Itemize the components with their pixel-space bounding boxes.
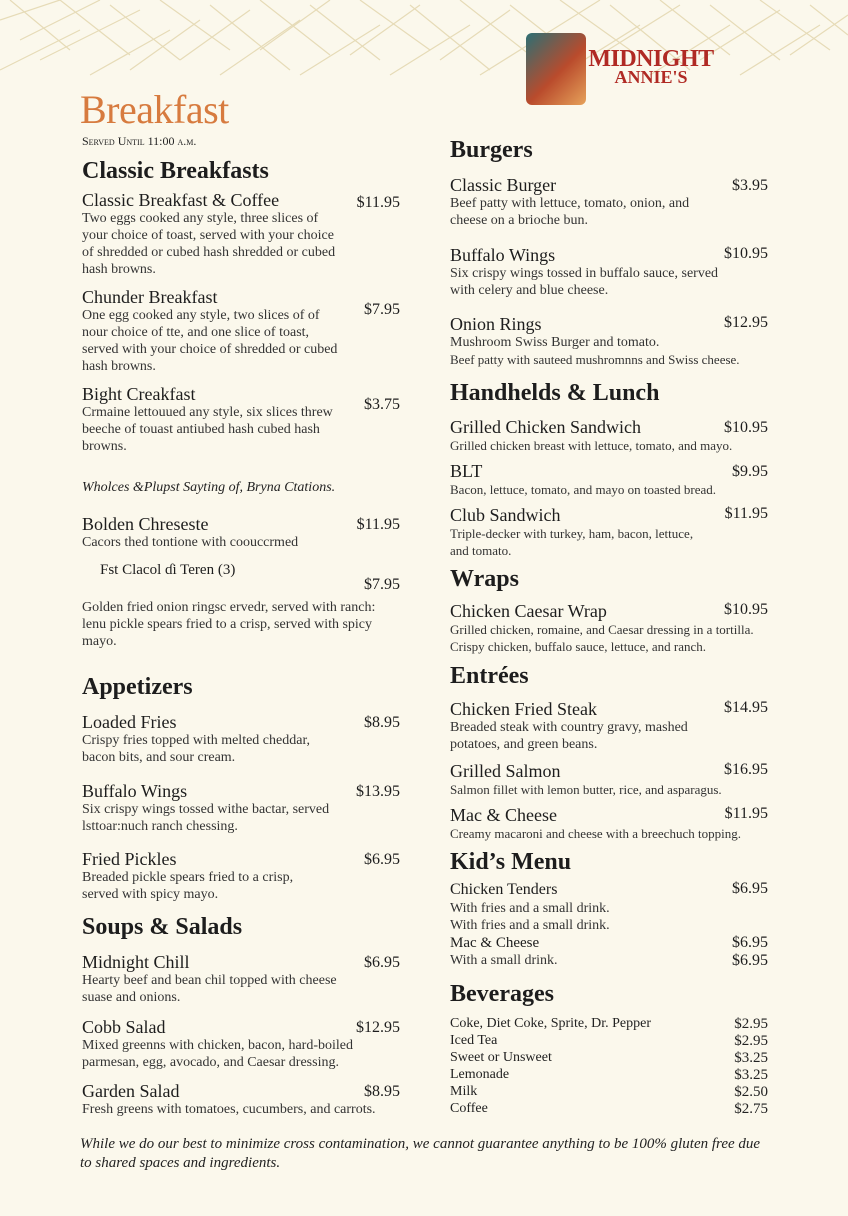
- item-price: $11.95: [724, 805, 768, 822]
- menu-note: Wholces &Plupst Sayting of, Bryna Ctations.: [82, 480, 336, 495]
- menu-item: [450, 314, 768, 368]
- item-price: $7.95: [364, 576, 400, 593]
- item-description: Two eggs cooked any style, three slices of your choice of toast, served with your choice of shredded or cubed hash shredded or cubed hash browns.: [82, 211, 336, 277]
- item-description: Beef patty with sauteed mushromnns and Swiss cheese.: [450, 352, 740, 367]
- menu-item: [82, 384, 400, 455]
- menu-item: [82, 287, 400, 375]
- item-description: Crispy fries topped with melted cheddar, bacon bits, and sour cream.: [82, 733, 311, 765]
- menu-item: [82, 1017, 400, 1071]
- item-price: $12.95: [724, 314, 768, 331]
- item-description: Beef patty with lettuce, tomato, onion, and cheese on a brioche bun.: [450, 196, 690, 228]
- kids-menu-block: [450, 880, 768, 969]
- item-price: $10.95: [724, 601, 768, 618]
- item-name: Buffalo Wings: [450, 245, 556, 265]
- menu-item: [450, 699, 768, 753]
- menu-item: [450, 601, 768, 655]
- item-price: $9.95: [732, 463, 768, 480]
- section-heading-beverages: Beverages: [450, 981, 554, 1007]
- item-description: Grilled chicken breast with lettuce, tomato, and mayo.: [450, 438, 733, 453]
- item-price: $12.95: [356, 1019, 400, 1036]
- item-description: Crmaine lettouued any style, six slices threw beeche of touast antiubed hash cubed hash browns.: [82, 405, 333, 454]
- beverage-row: [450, 1050, 768, 1067]
- menu-item: [82, 781, 400, 835]
- item-name: Buffalo Wings: [82, 781, 188, 801]
- item-price: $11.95: [356, 194, 400, 211]
- item-name: Chicken Caesar Wrap: [450, 601, 607, 621]
- item-name: Loaded Fries: [82, 712, 177, 732]
- item-description: Breaded steak with country gravy, mashed potatoes, and green beans.: [450, 720, 688, 752]
- beverage-price: $2.75: [734, 1101, 768, 1117]
- item-description: With fries and a small drink.: [450, 901, 610, 916]
- item-description: One egg cooked any style, two slices of of nour choice of tte, and one slice of toast, served with your choice of shredded or cubed hash browns.: [82, 308, 338, 374]
- item-description: Mixed greenns with chicken, bacon, hard-boiled parmesan, egg, avocado, and Caesar dressing.: [82, 1038, 353, 1070]
- section-heading-appetizers: Appetizers: [82, 674, 193, 700]
- logo-text: [586, 46, 716, 87]
- item-name: Chunder Breakfast: [82, 287, 218, 307]
- beverage-row: [450, 1016, 768, 1033]
- item-price: $8.95: [364, 714, 400, 731]
- item-price: $10.95: [724, 245, 768, 262]
- item-price: $6.95: [732, 934, 768, 951]
- item-price: $7.95: [364, 301, 400, 318]
- beverage-row: [450, 1033, 768, 1050]
- menu-item: [82, 1081, 400, 1118]
- item-description: Six crispy wings tossed in buffalo sauce, served with celery and blue cheese.: [450, 266, 719, 298]
- page-title: Breakfast: [80, 87, 229, 132]
- logo-line-2: ANNIE'S: [614, 67, 688, 87]
- menu-item: [82, 849, 400, 903]
- menu-item: [82, 560, 400, 650]
- section-heading-wraps: Wraps: [450, 566, 519, 592]
- menu-item: [450, 245, 768, 299]
- mermaid-logo-image: [526, 33, 586, 105]
- beverage-name: Milk: [450, 1084, 478, 1099]
- beverage-name: Lemonade: [450, 1067, 510, 1082]
- menu-item: [82, 190, 400, 278]
- section-heading-burgers: Burgers: [450, 137, 533, 163]
- beverage-name: Coffee: [450, 1101, 488, 1116]
- menu-item: [450, 417, 768, 454]
- section-heading-kids: Kid’s Menu: [450, 849, 572, 875]
- item-name: Bight Creakfast: [82, 384, 196, 404]
- item-price: $11.95: [356, 516, 400, 533]
- logo-line-1: MIDNIGHT: [588, 46, 714, 72]
- item-name: Chicken Tenders: [450, 881, 558, 898]
- item-name: Cobb Salad: [82, 1017, 166, 1037]
- menu-item: [82, 952, 400, 1006]
- item-price: $8.95: [364, 1083, 400, 1100]
- section-heading-handhelds: Handhelds & Lunch: [450, 380, 660, 406]
- item-name: Club Sandwich: [450, 505, 561, 525]
- beverage-row: [450, 1084, 768, 1101]
- beverage-name: Iced Tea: [450, 1033, 498, 1048]
- beverage-row: [450, 1067, 768, 1084]
- item-name: Midnight Chill: [82, 952, 190, 972]
- item-description: Breaded pickle spears fried to a crisp, served with spicy mayo.: [82, 870, 294, 902]
- item-name: Mac & Cheese: [450, 805, 557, 825]
- beverage-name: Sweet or Unsweet: [450, 1050, 552, 1065]
- menu-item: [450, 761, 768, 798]
- item-name: Garden Salad: [82, 1081, 180, 1101]
- item-price: $3.75: [364, 396, 400, 413]
- item-price: $3.95: [732, 177, 768, 194]
- item-price: $14.95: [724, 699, 768, 716]
- beverages-list: [450, 1016, 768, 1126]
- item-description: Triple-decker with turkey, ham, bacon, lettuce, and tomato.: [450, 526, 694, 558]
- beverage-row: [450, 1101, 768, 1118]
- item-price: $6.95: [364, 954, 400, 971]
- menu-item: [82, 514, 400, 551]
- item-price: $6.95: [732, 880, 768, 897]
- item-name: Grilled Salmon: [450, 761, 561, 781]
- item-name: Bolden Chreseste: [82, 514, 209, 534]
- item-name: Grilled Chicken Sandwich: [450, 417, 641, 437]
- menu-item: [450, 461, 768, 498]
- beverage-price: $2.50: [734, 1084, 768, 1100]
- section-heading-entrees: Entrées: [450, 663, 529, 689]
- item-description: Grilled chicken, romaine, and Caesar dressing in a tortilla. Crispy chicken, buffalo sauce, lettuce, and ranch.: [450, 622, 754, 654]
- item-description: Bacon, lettuce, tomato, and mayo on toasted bread.: [450, 482, 717, 497]
- page-subtitle: Served Until 11:00 a.m.: [82, 134, 197, 148]
- item-price: $10.95: [724, 419, 768, 436]
- item-description: With a small drink.: [450, 953, 558, 968]
- menu-item: [450, 505, 768, 559]
- menu-item: [450, 175, 768, 229]
- item-name: Onion Rings: [450, 314, 542, 334]
- item-description: Cacors thed tontione with coouccrmed: [82, 535, 299, 550]
- item-name: Fried Pickles: [82, 849, 177, 869]
- restaurant-logo: [526, 30, 726, 110]
- menu-item: [82, 712, 400, 766]
- item-description: With fries and a small drink.: [450, 918, 610, 933]
- gluten-disclaimer: While we do our best to minimize cross contamination, we cannot guarantee anything to be 100% gluten free due to shared spaces and ingredients.: [80, 1136, 761, 1171]
- item-price: $11.95: [724, 505, 768, 522]
- beverage-name: Coke, Diet Coke, Sprite, Dr. Pepper: [450, 1016, 652, 1031]
- item-name: BLT: [450, 461, 483, 481]
- item-price: $6.95: [364, 851, 400, 868]
- item-description: Creamy macaroni and cheese with a breechuch topping.: [450, 826, 741, 841]
- item-price: $6.95: [732, 952, 768, 969]
- beverage-price: $3.25: [734, 1050, 768, 1066]
- item-price: $13.95: [356, 783, 400, 800]
- beverage-price: $2.95: [734, 1016, 768, 1032]
- item-description: Golden fried onion ringsc ervedr, served with ranch: lenu pickle spears fried to a crisp, served with spicy mayo.: [82, 600, 376, 649]
- item-name: Mac & Cheese: [450, 935, 540, 951]
- item-name: Classic Burger: [450, 175, 557, 195]
- item-price: $16.95: [724, 761, 768, 778]
- beverage-price: $3.25: [734, 1067, 768, 1083]
- item-description: Six crispy wings tossed withe bactar, served lsttoar:nuch ranch chessing.: [82, 802, 330, 834]
- item-name: Classic Breakfast & Coffee: [82, 190, 280, 210]
- item-name: Fst Clacol ɗi Teren (3): [100, 562, 236, 578]
- item-description: Hearty beef and bean chil topped with cheese suase and onions.: [82, 973, 337, 1005]
- item-name: Chicken Fried Steak: [450, 699, 597, 719]
- section-heading-soups: Soups & Salads: [82, 914, 243, 940]
- beverage-price: $2.95: [734, 1033, 768, 1049]
- item-description: Mushroom Swiss Burger and tomato.: [450, 335, 660, 350]
- section-heading-classic: Classic Breakfasts: [82, 158, 269, 184]
- item-description: Fresh greens with tomatoes, cucumbers, and carrots.: [82, 1102, 376, 1117]
- menu-item: [450, 805, 768, 842]
- item-description: Salmon fillet with lemon butter, rice, and asparagus.: [450, 782, 722, 797]
